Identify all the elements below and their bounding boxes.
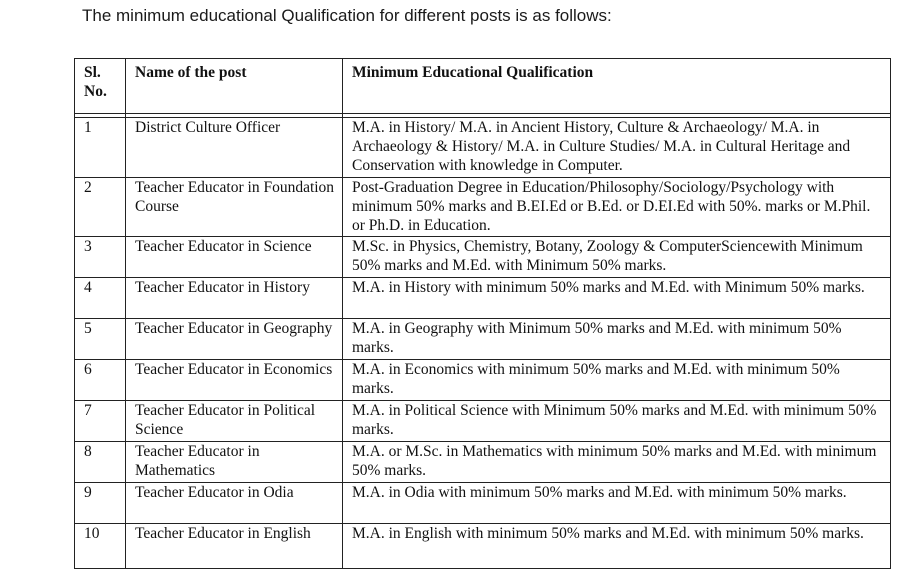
- row-qualification: M.A. in Political Science with Minimum 50% marks and M.Ed. with minimum 50% marks.: [343, 401, 891, 442]
- row-sl: 2: [75, 178, 126, 237]
- row-sl: 5: [75, 319, 126, 360]
- row-qualification: M.A. in History/ M.A. in Ancient History, Culture & Archaeology/ M.A. in Archaeology & History/ M.A. in Culture Studies/ M.A. in Cultural Heritage and Conservation with knowledge in Computer.: [343, 118, 891, 178]
- table-row: [75, 237, 891, 278]
- row-sl: 1: [75, 118, 126, 178]
- intro-text: The minimum educational Qualification for different posts is as follows:: [82, 6, 612, 25]
- row-sl: 9: [75, 483, 126, 524]
- table-header-row: [75, 59, 891, 114]
- row-qualification: M.Sc. in Physics, Chemistry, Botany, Zoology & ComputerSciencewith Minimum 50% marks and M.Ed. with Minimum 50% marks.: [343, 237, 891, 278]
- row-post: Teacher Educator in Mathematics: [126, 442, 343, 483]
- header-sl-line2: No.: [84, 83, 107, 100]
- row-post: District Culture Officer: [126, 118, 343, 178]
- table-row: [75, 483, 891, 524]
- table-row: [75, 442, 891, 483]
- row-sl: 3: [75, 237, 126, 278]
- header-sl-no: [75, 59, 126, 114]
- header-qualification: Minimum Educational Qualification: [343, 59, 891, 114]
- row-post: Teacher Educator in Political Science: [126, 401, 343, 442]
- row-post: Teacher Educator in Odia: [126, 483, 343, 524]
- table-row: [75, 178, 891, 237]
- row-qualification: M.A. in Geography with Minimum 50% marks and M.Ed. with minimum 50% marks.: [343, 319, 891, 360]
- row-post: Teacher Educator in English: [126, 524, 343, 569]
- row-post: Teacher Educator in History: [126, 278, 343, 319]
- row-post: Teacher Educator in Economics: [126, 360, 343, 401]
- row-sl: 4: [75, 278, 126, 319]
- row-qualification: M.A. in Odia with minimum 50% marks and M.Ed. with minimum 50% marks.: [343, 483, 891, 524]
- header-post-name: Name of the post: [126, 59, 343, 114]
- row-qualification: M.A. in History with minimum 50% marks and M.Ed. with Minimum 50% marks.: [343, 278, 891, 319]
- row-qualification: Post-Graduation Degree in Education/Philosophy/Sociology/Psychology with minimum 50% marks and B.EI.Ed or B.Ed. or D.EI.Ed with 50%. marks or M.Phil. or Ph.D. in Education.: [343, 178, 891, 237]
- table-row: [75, 319, 891, 360]
- row-sl: 6: [75, 360, 126, 401]
- table-row: [75, 118, 891, 178]
- row-qualification: M.A. in English with minimum 50% marks and M.Ed. with minimum 50% marks.: [343, 524, 891, 569]
- row-qualification: M.A. in Economics with minimum 50% marks and M.Ed. with minimum 50% marks.: [343, 360, 891, 401]
- row-sl: 10: [75, 524, 126, 569]
- row-sl: 8: [75, 442, 126, 483]
- qualification-table: [74, 58, 891, 569]
- table-row: [75, 401, 891, 442]
- row-post: Teacher Educator in Science: [126, 237, 343, 278]
- row-post: Teacher Educator in Geography: [126, 319, 343, 360]
- header-sl-line1: Sl.: [84, 64, 101, 81]
- table-row: [75, 360, 891, 401]
- row-post: Teacher Educator in Foundation Course: [126, 178, 343, 237]
- row-qualification: M.A. or M.Sc. in Mathematics with minimum 50% marks and M.Ed. with minimum 50% marks.: [343, 442, 891, 483]
- table-row: [75, 524, 891, 569]
- row-sl: 7: [75, 401, 126, 442]
- table-row: [75, 278, 891, 319]
